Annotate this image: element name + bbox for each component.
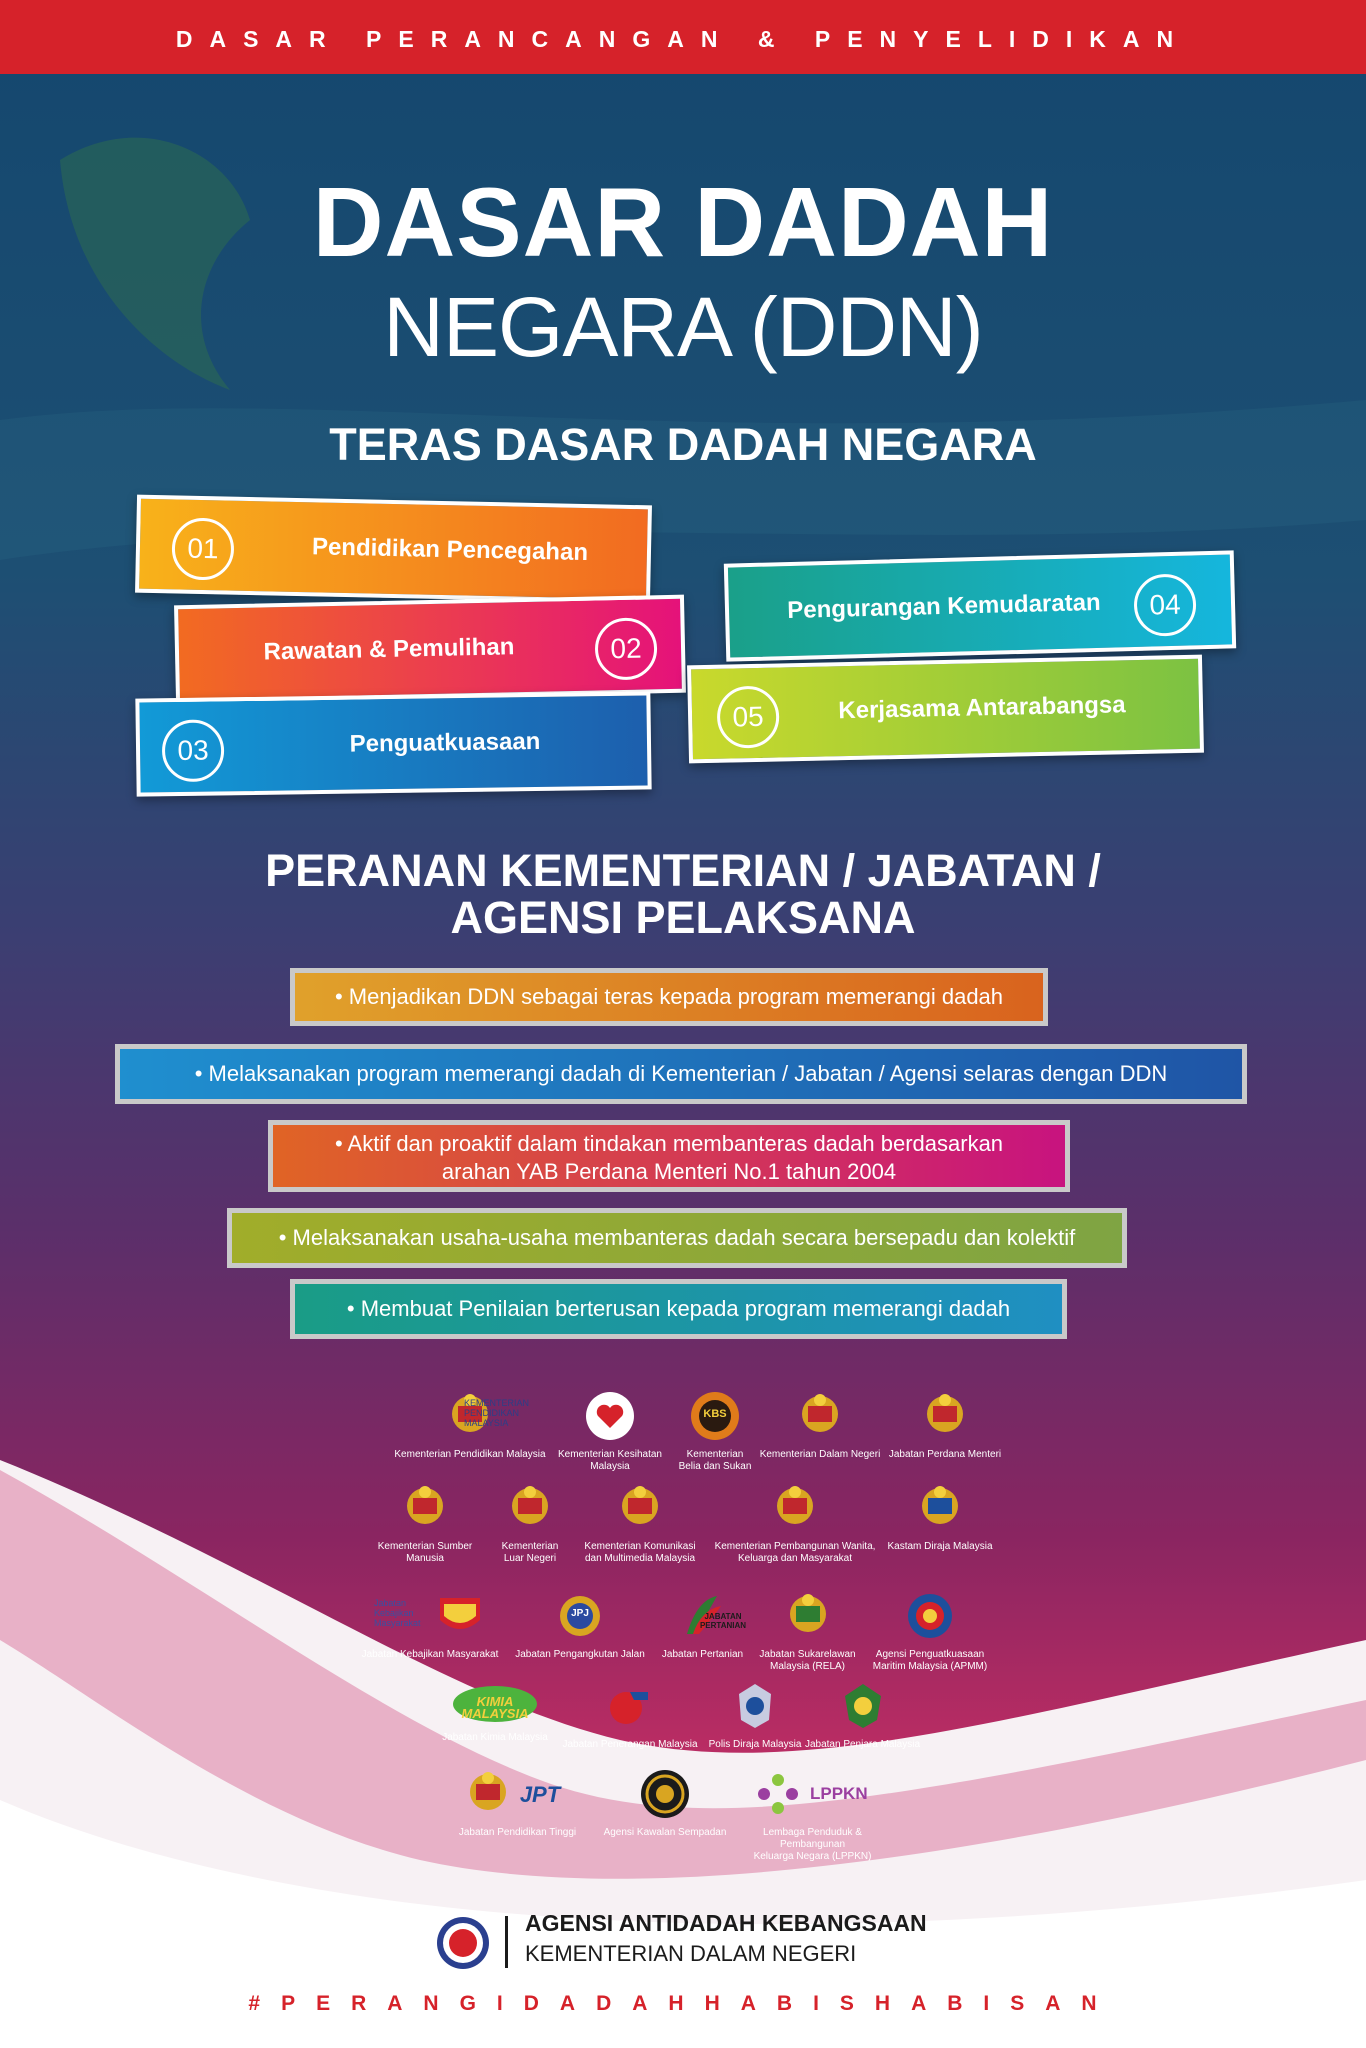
- footer-ministry-name: KEMENTERIAN DALAM NEGERI: [525, 1941, 857, 1966]
- teras-item-03: [135, 691, 651, 796]
- logo-caption: Agensi Penguatkuasaan: [875, 1649, 985, 1660]
- footer-divider: [505, 1916, 508, 1968]
- logo-caption: Kastam Diraja Malaysia: [887, 1541, 993, 1552]
- teras-heading: TERAS DASAR DADAH NEGARA: [329, 419, 1037, 470]
- peranan-text: • Aktif dan proaktif dalam tindakan membanteras dadah berdasarkan: [334, 1131, 1004, 1156]
- logo-jpj: [510, 1590, 650, 1661]
- logo-caption: Jabatan Perdana Menteri: [888, 1449, 1002, 1460]
- logo-caption: Jabatan Pertanian: [661, 1649, 744, 1660]
- peranan-item: [115, 1044, 1247, 1104]
- logo-caption: Kementerian Sumber: [377, 1541, 473, 1552]
- logo-caption: Jabatan Sukarelawan: [759, 1649, 856, 1660]
- peranan-item: [290, 968, 1048, 1026]
- peranan-text: • Melaksanakan program memerangi dadah di Kementerian / Jabatan / Agensi selaras dengan DDN: [194, 1061, 1168, 1086]
- logo-mark: KBS: [703, 1408, 727, 1420]
- logo-penjara: [800, 1680, 925, 1751]
- logo-mark: LPPKN: [810, 1784, 868, 1803]
- logo-caption: Lembaga Penduduk & Pembangunan: [763, 1827, 862, 1850]
- peranan-item: [227, 1208, 1127, 1268]
- teras-number: 03: [162, 719, 225, 782]
- logo-caption-line2: Manusia: [406, 1553, 444, 1564]
- peranan-text-line2: arahan YAB Perdana Menteri No.1 tahun 2004: [441, 1159, 897, 1184]
- logo-mark: KEMENTERIAN PENDIDIKAN MALAYSIA: [464, 1398, 530, 1428]
- teras-number: 04: [1133, 573, 1197, 637]
- jkm-icon: [434, 1590, 486, 1642]
- lppkn-icon: [752, 1768, 804, 1820]
- crest-icon: [914, 1482, 966, 1534]
- footer-agency-name: AGENSI ANTIDADAH KEBANGSAAN: [525, 1910, 927, 1936]
- penjara-icon: [837, 1680, 889, 1732]
- crest-icon: [769, 1482, 821, 1534]
- main-title: DASAR DADAH: [312, 167, 1054, 277]
- logo-caption-line2: Malaysia (RELA): [769, 1661, 846, 1672]
- top-banner-text: DASAR PERANCANGAN & PENYELIDIKAN: [175, 26, 1191, 52]
- crest-icon: [399, 1482, 451, 1534]
- logo-caption: Kementerian: [501, 1541, 559, 1552]
- logo-aks: [600, 1768, 730, 1839]
- logo-caption-line2: Luar Negeri: [503, 1553, 557, 1564]
- teras-number: 01: [171, 517, 234, 580]
- logo-lppkn: [730, 1768, 895, 1863]
- logo-kementerian-kesihatan: [555, 1390, 665, 1473]
- heart-icon: [584, 1390, 636, 1442]
- logo-kementerian-pendidikan: [380, 1390, 560, 1461]
- crest-icon: [504, 1482, 556, 1534]
- teras-label: Penguatkuasaan: [349, 727, 541, 758]
- logo-caption-line2: dan Multimedia Malaysia: [584, 1553, 696, 1564]
- peranan-item: [290, 1279, 1067, 1339]
- logo-kastam: [880, 1482, 1000, 1553]
- logo-caption: Kementerian Komunikasi: [584, 1541, 696, 1552]
- logo-caption: Kementerian Pembangunan Wanita,: [714, 1541, 876, 1552]
- peranan-heading-line2: AGENSI PELAKSANA: [450, 892, 916, 943]
- top-banner: [0, 0, 1366, 74]
- logo-caption: Jabatan Pendidikan Tinggi: [458, 1827, 577, 1838]
- peranan-text: • Membuat Penilaian berterusan kepada program memerangi dadah: [346, 1296, 1011, 1321]
- logo-caption: Kementerian Kesihatan: [558, 1449, 662, 1460]
- logo-caption: Polis Diraja Malaysia: [708, 1739, 802, 1750]
- teras-item-04: [724, 550, 1236, 661]
- logo-kdn: [755, 1390, 885, 1461]
- logo-rela: [755, 1590, 860, 1673]
- aadk-emblem-icon: [435, 1915, 491, 1971]
- logo-caption: Jabatan Kimia Malaysia: [442, 1732, 548, 1743]
- crest-icon: [919, 1390, 971, 1442]
- logo-caption: Agensi Kawalan Sempadan: [603, 1827, 727, 1838]
- teras-number: 05: [716, 685, 779, 748]
- logo-caption-line2: Keluarga Negara (LPPKN): [753, 1851, 872, 1862]
- peranan-text: • Menjadikan DDN sebagai teras kepada program memerangi dadah: [334, 984, 1004, 1009]
- crest-icon: [782, 1590, 834, 1642]
- logo-mark: KIMIA MALAYSIA: [461, 1694, 529, 1721]
- peranan-heading-line1: PERANAN KEMENTERIAN / JABATAN /: [265, 845, 1101, 896]
- teras-item-02: [174, 595, 686, 704]
- logo-mark: JPJ: [571, 1608, 589, 1619]
- logo-jpm: [885, 1390, 1005, 1461]
- footer-hashtag: #PERANGIDADAHHABISHABISAN: [248, 1992, 1118, 2015]
- logo-caption: Kementerian Pendidikan Malaysia: [394, 1449, 546, 1460]
- teras-label: Kerjasama Antarabangsa: [838, 691, 1126, 725]
- logo-kpwkm: [710, 1482, 880, 1565]
- logo-caption: Jabatan Penerangan Malaysia: [562, 1739, 698, 1750]
- teras-number: 02: [594, 617, 657, 680]
- logo-mark: Jabatan Kebajikan Masyarakat: [374, 1598, 421, 1628]
- logo-caption: Kementerian Dalam Negeri: [759, 1449, 881, 1460]
- aks-icon: [639, 1768, 691, 1820]
- logo-mark: JABATAN PERTANIAN: [699, 1612, 747, 1630]
- logo-jpt: [450, 1768, 585, 1839]
- logo-caption: Jabatan Kebajikan Masyarakat: [361, 1649, 499, 1660]
- crest-icon: [614, 1482, 666, 1534]
- logo-kbs: [665, 1390, 765, 1473]
- logo-pdrm: [700, 1680, 810, 1751]
- logo-apmm: [870, 1590, 990, 1673]
- peranan-item: [268, 1120, 1070, 1192]
- logo-mark: JPT: [519, 1782, 561, 1807]
- logo-caption: Kementerian: [686, 1449, 744, 1460]
- apmm-icon: [904, 1590, 956, 1642]
- teras-label: Pengurangan Kemudaratan: [786, 588, 1102, 625]
- logo-caption-line2: Malaysia: [590, 1461, 630, 1472]
- peranan-text: • Melaksanakan usaha-usaha membanteras dadah secara bersepadu dan kolektif: [278, 1225, 1076, 1250]
- logo-ksm: [370, 1482, 480, 1565]
- police-badge-icon: [729, 1680, 781, 1732]
- teras-item-05: [687, 655, 1204, 764]
- teras-label: Pendidikan Pencegahan: [311, 533, 589, 567]
- logo-jabatan-pertanian: [650, 1590, 755, 1661]
- logo-caption: Jabatan Pengangkutan Jalan: [515, 1649, 645, 1660]
- logo-kkmm: [580, 1482, 700, 1565]
- main-subtitle: NEGARA (DDN): [383, 280, 983, 374]
- penerangan-icon: [604, 1680, 656, 1732]
- logo-kimia: [420, 1680, 570, 1744]
- crest-icon: [794, 1390, 846, 1442]
- logo-jkm: [360, 1590, 500, 1661]
- logo-kln: [480, 1482, 580, 1565]
- logo-caption: Jabatan Penjara Malaysia: [804, 1739, 921, 1750]
- logo-penerangan: [560, 1680, 700, 1751]
- teras-label: Rawatan & Pemulihan: [263, 633, 515, 666]
- logo-caption-line2: Belia dan Sukan: [678, 1461, 752, 1472]
- crest-icon: [462, 1768, 514, 1820]
- teras-item-01: [135, 495, 652, 604]
- logo-caption-line2: Maritim Malaysia (APMM): [872, 1661, 988, 1672]
- logo-caption-line2: Keluarga dan Masyarakat: [738, 1553, 852, 1564]
